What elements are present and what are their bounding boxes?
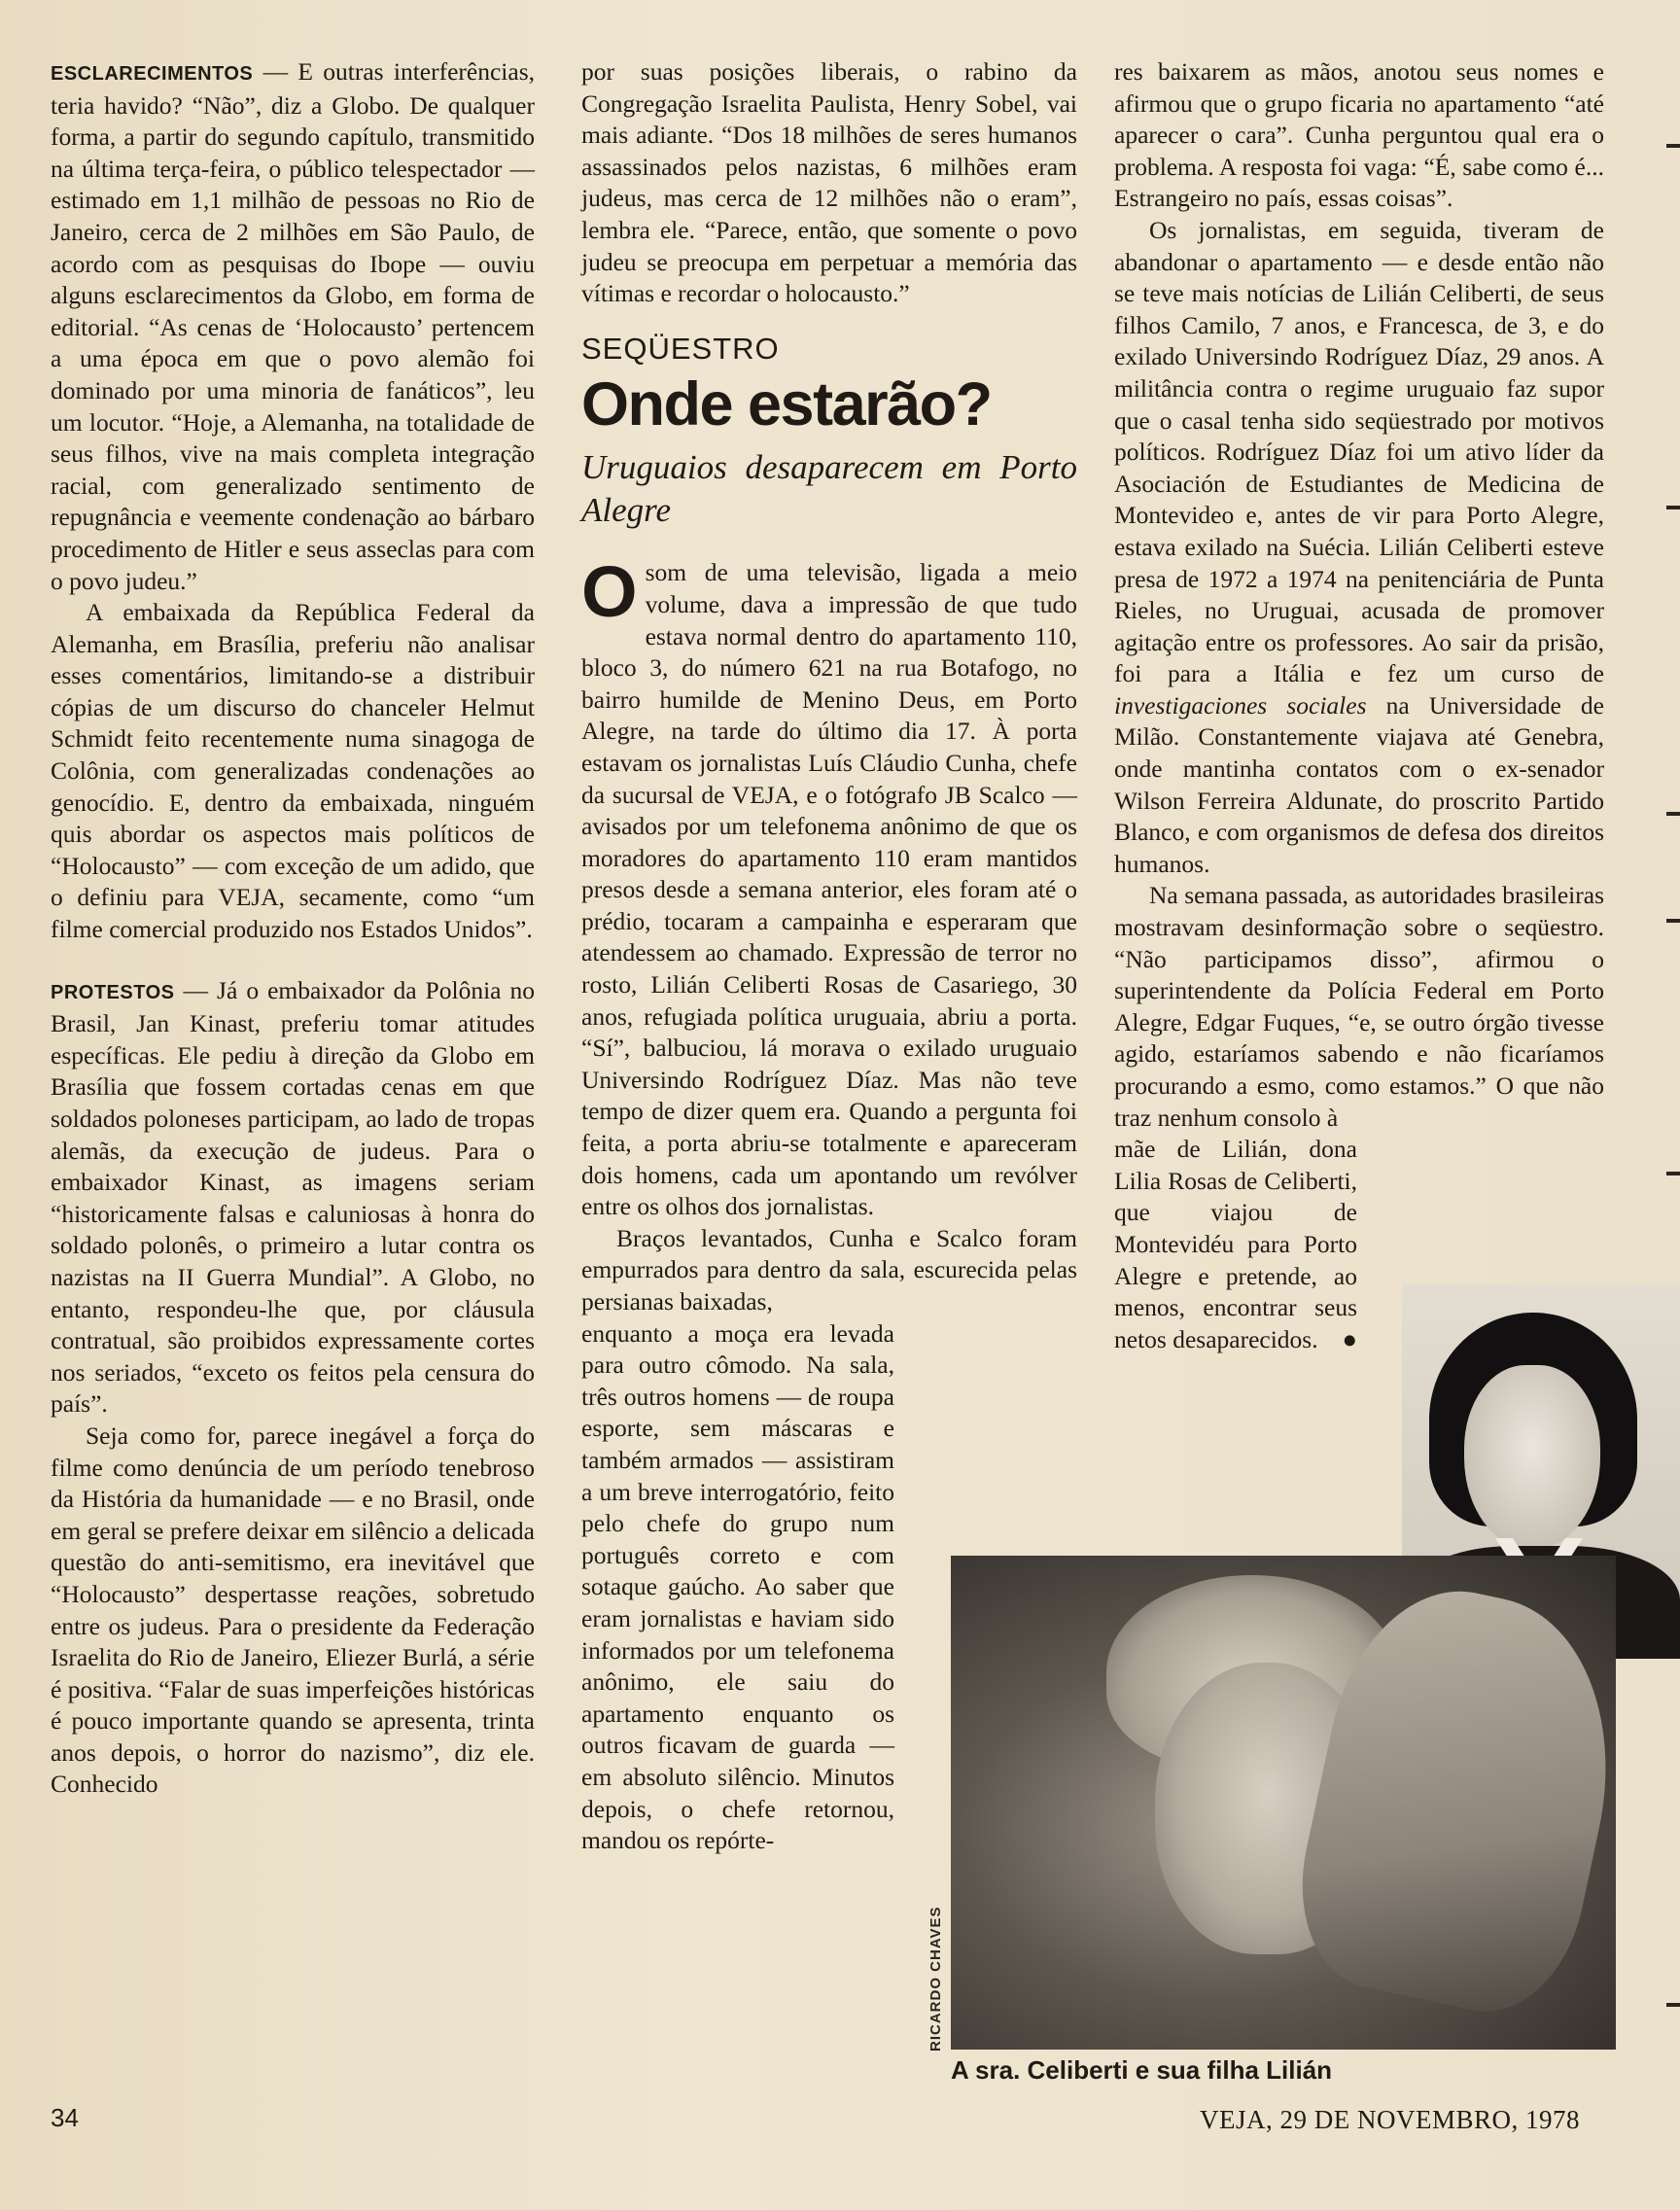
paragraph-bracos-cont: enquanto a moça era levada para outro cômodo. Na sala, três outros homens — de roupa esporte, sem máscaras e também armados — assistiram a um breve interrogatório, feito pelo chefe do grupo num português correto e com sotaque gaúcho. Ao saber que eram jornalistas e haviam sido informados por um telefonema anônimo, ele saiu do apartamento enquanto os outros ficavam de guarda — em absoluto silêncio. Minutos depois, o chefe retornou, mandou os repórte- (581, 1318, 894, 1855)
margin-tick (1666, 812, 1680, 816)
issue-line: VEJA, 29 DE NOVEMBRO, 1978 (1200, 2105, 1580, 2134)
section-lead-esclarecimentos: ESCLARECIMENTOS (51, 63, 254, 85)
paragraph-jornalistas: Os jornalistas, em seguida, tiveram de abandonar o apartamento — e desde então não se teve mais notícias de Lilián Celiberti, de seus filhos Camilo, 7 anos, e Francesca, de 3, e do exilado Universindo Rodríguez Díaz, 29 anos. A militância contra o regime uruguaio faz supor que o casal tenha sido seqüestrado por motivos políticos. Rodríguez Díaz foi um ativo líder da Asociación de Estudiantes de Medicina de Montevideo e, antes de vir para Porto Alegre, estava exilado na Suécia. Lilián Celiberti esteve presa de 1972 a 1974 na penitenciária de Punta Rieles, no Uruguai, acusada de promover agitação entre os professores. Ao sair da prisão, foi para a Itália e fez um curso de investigaciones sociales na Universidade de Milão. Constantemente viajava até Genebra, onde mantinha contatos com o ex-senador Wilson Ferreira Aldunate, do proscrito Partido Blanco, e com organismos de defesa dos direitos humanos. (1114, 215, 1604, 878)
paragraph-esclarecimentos (51, 56, 535, 597)
photo-credit: RICARDO CHAVES (928, 1906, 944, 2052)
end-mark: ● (1342, 1324, 1357, 1353)
article-kicker: SEQÜESTRO (581, 331, 780, 366)
paragraph-seja-como-for: Seja como for, parece inegável a força do filme como denúncia de um período tenebroso da História da humanidade — e no Brasil, onde em geral se prefere deixar em silêncio a delicada questão do anti-semitismo, era inevitável que “Holocausto” despertasse reações, sobretudo entre os judeus. Para o presidente da Federação Israelita do Rio de Janeiro, Eliezer Burlá, a série é positiva. “Falar de suas imperfeições históricas é pouco importante quando se apresenta, trinta anos depois, o horror do nazismo”, diz ele. Conhecido (51, 1421, 535, 1799)
page-number: 34 (51, 2103, 79, 2132)
margin-tick (1666, 144, 1680, 148)
photo-sra-celiberti (951, 1556, 1616, 2050)
article-headline: Onde estarão? (581, 370, 992, 439)
article-subhead: Uruguaios desaparecem em Porto Alegre (581, 448, 1077, 530)
column-1 (51, 56, 535, 1801)
italic-term: investigaciones sociales (1114, 690, 1367, 719)
paragraph-embaixada: A embaixada da República Federal da Alemanha, em Brasília, preferiu não analisar esses comentários, limitando-se a distribuir cópias de um discurso do chanceler Helmut Schmidt feito recentemente numa sinagoga de Colônia, com generalizadas condenações ao genocídio. E, dentro da embaixada, ninguém quis abordar os aspectos mais políticos de “Holocausto” — com exceção de um adido, que o definiu para VEJA, secamente, como “um filme comercial produzido nos Estados Unidos”. (51, 598, 535, 944)
photo-caption: A sra. Celiberti e sua filha Lilián (951, 2055, 1333, 2085)
paragraph-mae: mãe de Lilián, dona Lilia Rosas de Celiberti, que viajou de Montevidéu para Porto Alegre e pretende, ao menos, encontrar seus netos desaparecidos. ● (1114, 1134, 1357, 1355)
margin-tick (1666, 919, 1680, 923)
margin-tick (1666, 2003, 1680, 2007)
margin-tick (1666, 506, 1680, 509)
column-3 (1114, 56, 1604, 1355)
paragraph-res-baixarem: res baixarem as mãos, anotou seus nomes e afirmou que o grupo ficaria no apartamento “até aparecer o cara”. Cunha perguntou qual era o problema. A resposta foi vaga: “É, sabe como é... Estrangeiro no país, essas coisas”. (1114, 57, 1604, 213)
margin-tick (1666, 1172, 1680, 1175)
paragraph-text: — Já o embaixador da Polônia no Brasil, Jan Kinast, preferiu tomar atitudes específicas. Ele pediu à direção da Globo em Brasília que fossem cortadas cenas em que soldados poloneses participam, ao lado de tropas alemãs, da execução de judeus. Para o embaixador Kinast, as imagens seriam “historicamente falsas e caluniosas à honra do soldado polonês, o primeiro a lutar contra os nazistas na II Guerra Mundial”. A Globo, no entanto, respondeu-lhe que, por cláusula contratual, são proibidos expressamente cortes nos seriados, “exceto os feitos pela censura do país”. (51, 975, 535, 1419)
paragraph-opening (581, 551, 1077, 1222)
paragraph-text: som de uma televisão, ligada a meio volume, dava a impressão de que tudo estava normal dentro do apartamento 110, bloco 3, do número 621 na rua Botafogo, no bairro humilde de Menino Deus, em Porto Alegre, na tarde do último dia 17. À porta estavam os jornalistas Luís Cláudio Cunha, chefe da sucursal de VEJA, e o fotógrafo JB Scalco — avisados por um telefonema anônimo de que os moradores do apartamento 110 eram mantidos presos desde a semana anterior, eles foram até o prédio, tocaram a campainha e esperaram que atendessem ao chamado. Expressão de terror no rosto, Lilián Celiberti Rosas de Casariego, 30 anos, refugiada política uruguaia, abriu a porta. “Sí”, balbuciou, lá morava o exilado uruguaio Universindo Rodríguez Díaz. Mas não teve tempo de dizer quem era. Quando a pergunta foi feita, a porta abriu-se totalmente e apareceram dois homens, cada um apontando um revólver entre os olhos dos jornalistas. (581, 558, 1077, 1221)
paragraph-bracos: Braços levantados, Cunha e Scalco foram empurrados para dentro da sala, escurecida pelas persianas baixadas, (581, 1223, 1077, 1315)
paragraph-protestos (51, 975, 535, 1421)
drop-cap: O (581, 551, 638, 633)
paragraph-semana-passada: Na semana passada, as autoridades brasileiras mostravam desinformação sobre o seqüestro. “Não participamos disso”, afirmou o superintendente da Polícia Federal em Porto Alegre, Edgar Fuques, “e, se outro órgão tivesse agido, estaríamos sabendo e não ficaríamos procurando a esmo, como estamos.” O que não traz nenhum consolo à (1114, 881, 1604, 1132)
paragraph-intro: por suas posições liberais, o rabino da Congregação Israelita Paulista, Henry Sobel, vai mais adiante. “Dos 18 milhões de seres humanos assassinados pelos nazistas, 6 milhões eram judeus, mas cerca de 12 milhões não o eram”, lembra ele. “Parece, então, que somente o povo judeu se preocupa em perpetuar a memória das vítimas e recordar o holocausto.” (581, 57, 1077, 308)
paragraph-text: — E outras interferências, teria havido? “Não”, diz a Globo. De qualquer forma, a partir do segundo capítulo, transmitido na última terça-feira, o público telespectador — estimado em 1,1 milhão de pessoas no Rio de Janeiro, cerca de 2 milhões em São Paulo, de acordo com as pesquisas do Ibope — ouviu alguns esclarecimentos da Globo, em forma de editorial. “As cenas de ‘Holocausto’ pertencem a uma época em que o povo alemão foi dominado por uma minoria de fanáticos”, leu um locutor. “Hoje, a Alemanha, na totalidade de seus filhos, vive na mais completa integração racial, com generalizado sentimento de repugnância e veemente condenação ao bárbaro procedimento de Hitler e seus asseclas para com o povo judeu.” (51, 57, 536, 595)
section-lead-protestos: PROTESTOS (51, 981, 175, 1003)
